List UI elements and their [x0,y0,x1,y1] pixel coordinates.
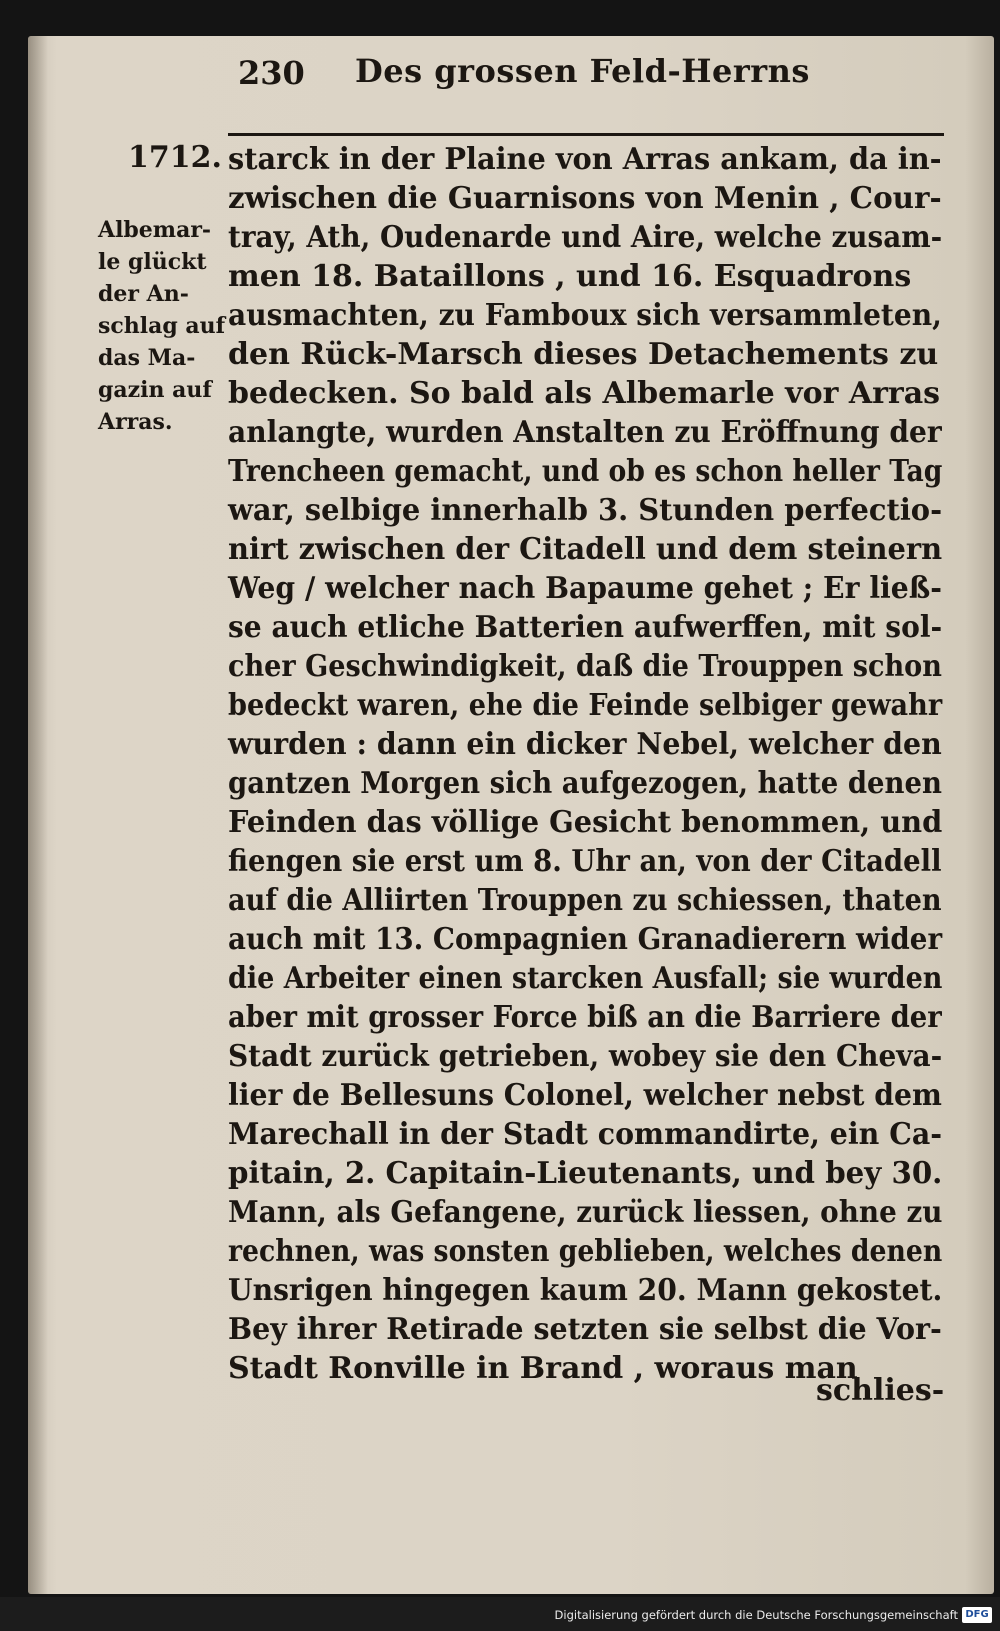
footer-bar [0,1597,1000,1631]
text-line: cher Geschwindigkeit, daß die Trouppen schon [228,649,942,684]
text-line: Marechall in der Stadt commandirte, ein Ca- [228,1117,943,1152]
text-line: den Rück-Marsch dieses Detachements zu [228,337,939,372]
marginal-note-line: Arras. [98,409,173,435]
text-line: zwischen die Guarnisons von Menin , Cour- [228,181,942,216]
text-line: Unsrigen hingegen kaum 20. Mann gekostet. [228,1273,943,1308]
text-line: Mann, als Gefangene, zurück liessen, ohne zu [228,1195,943,1230]
text-line: lier de Bellesuns Colonel, welcher nebst dem [228,1078,942,1113]
marginal-note-line: das Ma- [98,345,196,371]
text-line: auf die Alliirten Trouppen zu schiessen, thaten [228,883,942,918]
marginal-note-line: le glückt [98,249,207,275]
marginal-note-line: gazin auf [98,377,212,403]
text-line: wurden : dann ein dicker Nebel, welcher den [228,727,942,762]
text-line: pitain, 2. Capitain-Lieutenants, und bey 30. [228,1156,943,1191]
text-line: gantzen Morgen sich aufgezogen, hatte denen [228,766,942,801]
marginal-note-line: Albemar- [98,217,212,243]
text-line: bedeckt waren, ehe die Feinde selbiger gewahr [228,688,943,723]
catchword: schlies- [816,1373,945,1408]
gutter-shadow [28,36,48,1594]
text-line: Stadt zurück getrieben, wobey sie den Cheva- [228,1039,943,1074]
dfg-logo-icon: DFG [962,1607,992,1623]
marginal-note-line: der An- [98,281,189,307]
marginal-note-line: schlag auf [98,313,226,339]
text-line: aber mit grosser Force biß an die Barriere der [228,1000,942,1035]
text-line: men 18. Bataillons , und 16. Esquadrons [228,259,912,294]
page-header [200,52,944,102]
text-line: fiengen sie erst um 8. Uhr an, von der Citadell [228,844,942,879]
funding-notice: Digitalisierung gefördert durch die Deutsche Forschungsgemeinschaft [554,1608,958,1622]
text-line: die Arbeiter einen starcken Ausfall; sie wurden [228,961,943,996]
text-line: Weg / welcher nach Bapaume gehet ; Er ließ- [228,571,942,606]
text-line: se auch etliche Batterien aufwerffen, mit sol- [228,610,943,645]
text-line: tray, Ath, Oudenarde und Aire, welche zusam- [228,220,943,255]
text-line: war, selbige innerhalb 3. Stunden perfectio- [228,493,943,528]
text-line: nirt zwischen der Citadell und dem steinern [228,532,943,567]
text-line: anlangte, wurden Anstalten zu Eröffnung der [228,415,942,450]
text-line: Stadt Ronville in Brand , woraus man [228,1351,858,1386]
text-line: starck in der Plaine von Arras ankam, da in- [228,142,942,177]
text-line: rechnen, was sonsten geblieben, welches denen [228,1234,943,1269]
running-title: Des grossen Feld-Herrns [355,52,810,90]
header-rule [228,133,944,136]
text-line: Bey ihrer Retirade setzten sie selbst die Vor- [228,1312,942,1347]
text-line: ausmachten, zu Famboux sich versammleten, [228,298,942,333]
marginal-note [98,214,226,438]
body-text [228,140,942,1388]
text-line: auch mit 13. Compagnien Granadierern wider [228,922,943,957]
margin-year: 1712. [128,140,222,175]
text-line: Trencheen gemacht, und ob es schon heller Tag [228,454,943,489]
text-line: Feinden das völlige Gesicht benommen, und [228,805,943,840]
page-number: 230 [238,54,305,92]
text-line: bedecken. So bald als Albemarle vor Arras [228,376,941,411]
